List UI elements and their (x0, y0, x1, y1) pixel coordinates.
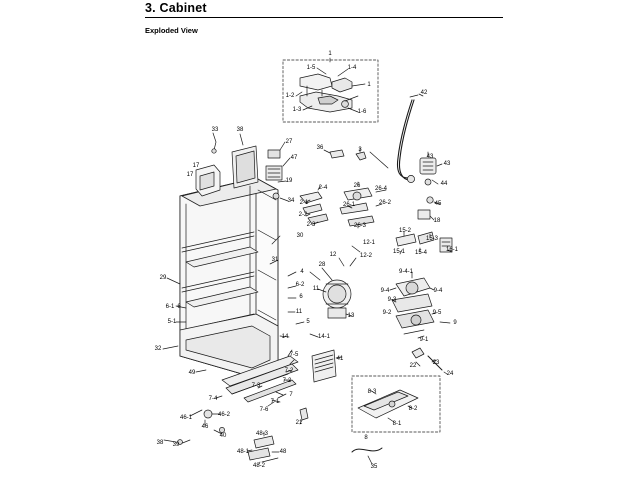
callout-label: 42 (420, 90, 428, 96)
callout-label: 9-4 (433, 288, 443, 294)
callout-label: 18 (433, 218, 441, 224)
callout-label: 6 (299, 294, 303, 300)
callout-label: 27 (285, 139, 293, 145)
callout-label: 11 (295, 309, 303, 315)
callout-label: 45 (434, 201, 442, 207)
callout-label: 44 (440, 181, 448, 187)
callout-label: 1-5 (306, 65, 316, 71)
callout-label: 48 (279, 449, 287, 455)
callout-label: 9-2 (382, 310, 392, 316)
callout-label: 38 (156, 440, 164, 446)
callout-label: 33 (211, 127, 219, 133)
callout-label: 26-1 (342, 202, 356, 208)
callout-label: 9-3 (387, 297, 397, 303)
callout-label: 15-4 (414, 250, 428, 256)
callout-label: 46 (201, 424, 209, 430)
callout-label: 48-3 (255, 431, 269, 437)
callout-label: 7 (289, 392, 293, 398)
callout-label: 14-1 (317, 334, 331, 340)
callout-label: 12-2 (359, 253, 373, 259)
callout-label: 7-2 (284, 368, 294, 374)
callout-label: 1-3 (292, 107, 302, 113)
callout-label: 6-2 (295, 282, 305, 288)
callout-label: 26-4 (374, 186, 388, 192)
callout-label: 41 (336, 356, 344, 362)
callout-label: 8-1 (392, 421, 402, 427)
callout-label: 34 (287, 198, 295, 204)
callout-label: 9-5 (432, 310, 442, 316)
callout-label: 3 (358, 147, 362, 153)
callout-label: 16-1 (445, 247, 459, 253)
callout-label: 2-3 (306, 222, 316, 228)
callout-label: 9-4 (380, 288, 390, 294)
callout-label: 40 (219, 433, 227, 439)
callout-label: 30 (296, 233, 304, 239)
callout-label: 17 (186, 172, 194, 178)
callout-label: 36 (316, 145, 324, 151)
callout-label: 32 (154, 346, 162, 352)
callout-label: 5-1 (167, 319, 177, 325)
callout-label: 9-1 (419, 337, 429, 343)
callout-label: 7-1 (270, 399, 280, 405)
callout-label: 1 (328, 51, 332, 57)
callout-label: 24 (446, 371, 454, 377)
callout-label: 35 (370, 464, 378, 470)
callout-label: 8 (364, 435, 368, 441)
callout-label: 1-6 (357, 109, 367, 115)
callout-label: 13 (347, 313, 355, 319)
callout-label: 46-1 (179, 415, 193, 421)
callout-label: 11 (312, 286, 320, 292)
callout-label: 48-2 (252, 463, 266, 469)
callout-label: 23 (432, 360, 440, 366)
callout-label: 6 (177, 304, 181, 310)
callout-label: 5 (306, 319, 310, 325)
callout-label: 46-2 (217, 412, 231, 418)
callout-label: 29 (159, 275, 167, 281)
callout-label: 26-3 (353, 223, 367, 229)
callout-label: 8-2 (408, 406, 418, 412)
callout-label: 12-1 (362, 240, 376, 246)
callout-label: 43 (443, 161, 451, 167)
callout-label: 4 (300, 269, 304, 275)
callout-label: 31 (271, 257, 279, 263)
callout-label: 2-2 (298, 212, 308, 218)
subtitle: Exploded View (145, 26, 198, 35)
callout-label: 7-3 (251, 383, 261, 389)
callout-label: 15-1 (392, 249, 406, 255)
callout-label: 39 (172, 442, 180, 448)
callout-label: 2-4 (318, 185, 328, 191)
callout-label: 26 (353, 183, 361, 189)
callout-label: 6-1 (165, 304, 175, 310)
callout-label: 7-4 (208, 396, 218, 402)
callout-label: 7-5 (289, 352, 299, 358)
callout-label: 2-1 (299, 200, 309, 206)
callout-label: 1-4 (347, 65, 357, 71)
callout-label: 43 (426, 154, 434, 160)
callout-label: 48-1 (236, 449, 250, 455)
callout-label: 47 (290, 155, 298, 161)
callout-label: 38 (236, 127, 244, 133)
callout-label: 49 (188, 370, 196, 376)
callout-label: 9 (453, 320, 457, 326)
callout-label: 12 (329, 252, 337, 258)
callout-label: 15-2 (398, 228, 412, 234)
callout-label: 22 (409, 363, 417, 369)
callout-label: 26-2 (378, 200, 392, 206)
callout-label: 15-3 (425, 236, 439, 242)
callout-label: 28 (318, 262, 326, 268)
callout-label: 14 (281, 334, 289, 340)
callout-label: 7-2 (282, 378, 292, 384)
callout-label: 9-4-1 (398, 269, 414, 275)
callout-label: 1-2 (285, 93, 295, 99)
callout-label: 17 (192, 163, 200, 169)
callout-label: 7-6 (259, 407, 269, 413)
page-title: 3. Cabinet (145, 1, 207, 15)
callout-label: 21 (295, 420, 303, 426)
callout-label: 19 (285, 178, 293, 184)
callout-label: 8-3 (367, 389, 377, 395)
callout-label: 1 (367, 82, 371, 88)
